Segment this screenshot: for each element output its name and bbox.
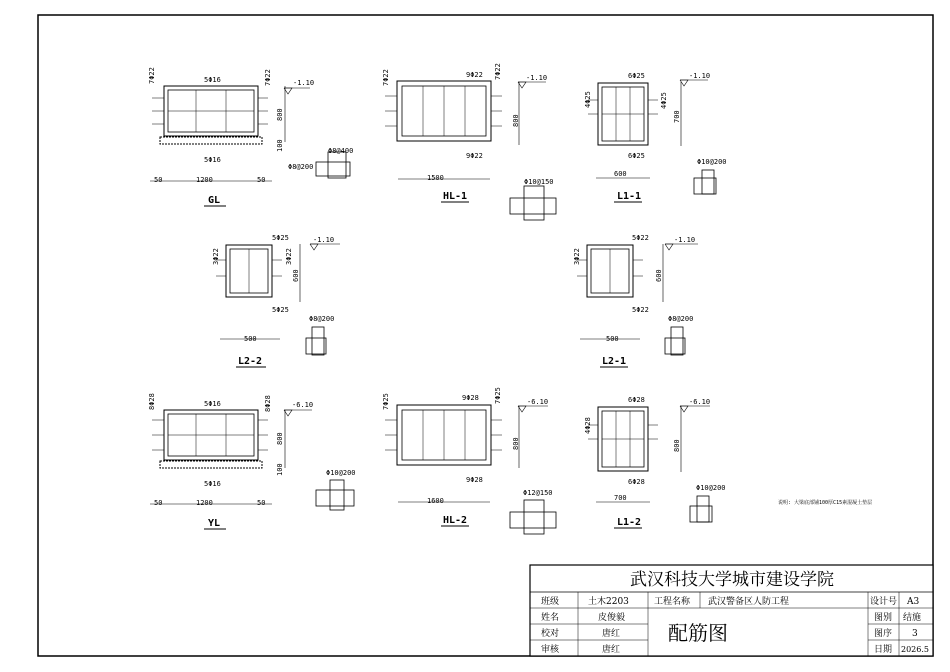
top-bar-label: 9Φ22 bbox=[466, 71, 483, 79]
top-bar-label: 5Φ25 bbox=[272, 234, 289, 242]
height-dim: 800 bbox=[512, 114, 520, 127]
stirrup-detail bbox=[665, 338, 685, 354]
section-caption: YL bbox=[208, 518, 221, 529]
side-bar-label: 3Φ22 bbox=[212, 248, 220, 265]
bottom-bar-label: 5Φ25 bbox=[272, 306, 289, 314]
elevation-label: -1.10 bbox=[526, 74, 548, 82]
name-label: 姓名 bbox=[541, 613, 560, 623]
stirrup-detail bbox=[694, 178, 716, 194]
stirrup-detail bbox=[524, 186, 544, 220]
height-dim: 800 bbox=[512, 437, 520, 450]
section-l1-2 bbox=[584, 396, 726, 528]
height-dim: 800 bbox=[276, 108, 284, 121]
bottom-bar-label: 9Φ28 bbox=[466, 476, 483, 484]
side-bar-label: 7Φ22 bbox=[494, 63, 502, 80]
section-caption: GL bbox=[208, 195, 221, 206]
height-dim: 600 bbox=[655, 269, 663, 282]
bottom-bar-label: 6Φ25 bbox=[628, 152, 645, 160]
review-label: 审核 bbox=[541, 645, 560, 655]
stirrup-detail bbox=[671, 327, 683, 355]
category-value: 结施 bbox=[903, 613, 922, 623]
elevation-label: -1.10 bbox=[313, 236, 335, 244]
stirrup-label: Φ10@200 bbox=[326, 469, 356, 477]
section-hl-2 bbox=[382, 387, 556, 534]
stirrup-detail bbox=[306, 338, 326, 354]
height-dim: 600 bbox=[292, 269, 300, 282]
top-bar-label: 5Φ22 bbox=[632, 234, 649, 242]
width-dim: 700 bbox=[614, 494, 627, 502]
check-value: 唐红 bbox=[602, 629, 621, 639]
side-bar-label: 7Φ22 bbox=[148, 67, 156, 84]
section-l1-1 bbox=[584, 72, 727, 202]
side-bar-label: 8Φ28 bbox=[148, 393, 156, 410]
stirrup-detail bbox=[702, 170, 714, 194]
edge-dim-left: 50 bbox=[154, 499, 163, 507]
review-value: 唐红 bbox=[602, 645, 621, 655]
project-label: 工程名称 bbox=[654, 597, 691, 607]
height-dim: 700 bbox=[673, 110, 681, 123]
design-no-label: 设计号 bbox=[870, 597, 898, 607]
top-bar-label: 5Φ16 bbox=[204, 76, 221, 84]
elev-marker bbox=[310, 244, 318, 250]
side-bar-label: 4Φ28 bbox=[584, 417, 592, 434]
width-dim: 1600 bbox=[427, 497, 444, 505]
side-bar-label: 4Φ25 bbox=[660, 92, 668, 109]
section-caption: HL-1 bbox=[443, 191, 468, 202]
edge-dim-right: 50 bbox=[257, 176, 266, 184]
general-note: 说明: 大梁底部铺100厚C15素混凝土垫层 bbox=[778, 500, 873, 506]
drawing-title: 配筋图 bbox=[668, 621, 728, 645]
side-bar-label: 3Φ22 bbox=[573, 248, 581, 265]
section-caption: L2-2 bbox=[238, 356, 263, 367]
stirrup-detail bbox=[330, 480, 344, 510]
section-l2-2 bbox=[212, 234, 340, 367]
date-label: 日期 bbox=[874, 645, 893, 655]
base-dim: 100 bbox=[276, 139, 284, 152]
elevation-label: -1.10 bbox=[674, 236, 696, 244]
side-bar-label: 4Φ25 bbox=[584, 91, 592, 108]
edge-dim-right: 50 bbox=[257, 499, 266, 507]
stirrup-label: Φ8@400 bbox=[328, 147, 354, 155]
stirrup-detail bbox=[316, 162, 350, 176]
name-value: 皮俊毅 bbox=[598, 613, 626, 623]
elevation-label: -6.10 bbox=[292, 401, 314, 409]
width-dim: 1200 bbox=[196, 176, 213, 184]
top-bar-label: 9Φ28 bbox=[462, 394, 479, 402]
side-bar-label: 7Φ22 bbox=[382, 69, 390, 86]
concrete-pad bbox=[160, 461, 262, 468]
bottom-bar-label: 5Φ16 bbox=[204, 480, 221, 488]
stirrup-detail bbox=[328, 152, 346, 178]
height-dim: 800 bbox=[673, 439, 681, 452]
top-bar-label: 6Φ25 bbox=[628, 72, 645, 80]
elevation-label: -6.10 bbox=[527, 398, 549, 406]
top-bar-label: 5Φ16 bbox=[204, 400, 221, 408]
project-value: 武汉警备区人防工程 bbox=[708, 597, 790, 607]
stirrup-detail bbox=[697, 496, 709, 522]
stirrup-label: Φ10@200 bbox=[696, 484, 726, 492]
stirrup-label: Φ8@200 bbox=[309, 315, 335, 323]
height-dim: 800 bbox=[276, 432, 284, 445]
section-caption: L1-1 bbox=[617, 191, 642, 202]
side-bar-label: 3Φ22 bbox=[285, 248, 293, 265]
seq-label: 图序 bbox=[874, 629, 893, 639]
category-label: 图别 bbox=[874, 613, 893, 623]
side-bar-label: 8Φ28 bbox=[264, 395, 272, 412]
design-no-value: A3 bbox=[907, 597, 920, 607]
stirrup-detail bbox=[316, 490, 354, 506]
elev-marker bbox=[665, 244, 673, 250]
check-label: 校对 bbox=[541, 629, 560, 639]
elevation-label: -1.10 bbox=[689, 72, 711, 80]
width-dim: 500 bbox=[606, 335, 619, 343]
stirrup-detail bbox=[510, 198, 556, 214]
width-dim: 600 bbox=[614, 170, 627, 178]
class-value: 土木2203 bbox=[588, 597, 629, 607]
section-caption: HL-2 bbox=[443, 515, 468, 526]
width-dim: 1200 bbox=[196, 499, 213, 507]
date-value: 2026.5 bbox=[901, 645, 929, 654]
side-bar-label: 7Φ25 bbox=[382, 393, 390, 410]
edge-dim-left: 50 bbox=[154, 176, 163, 184]
width-dim: 1500 bbox=[427, 174, 444, 182]
bottom-bar-label: 5Φ22 bbox=[632, 306, 649, 314]
title-block bbox=[530, 565, 933, 656]
seq-value: 3 bbox=[912, 629, 918, 639]
width-dim: 500 bbox=[244, 335, 257, 343]
stirrup-detail bbox=[312, 327, 324, 355]
stirrup-label: Φ10@150 bbox=[524, 178, 554, 186]
class-label: 班级 bbox=[541, 597, 560, 607]
stirrup-label: Φ8@200 bbox=[668, 315, 694, 323]
stirrup-label: Φ10@200 bbox=[697, 158, 727, 166]
side-bar-label: 7Φ25 bbox=[494, 387, 502, 404]
base-dim: 100 bbox=[276, 463, 284, 476]
section-gl bbox=[148, 67, 353, 206]
side-bar-label: 7Φ22 bbox=[264, 69, 272, 86]
section-caption: L2-1 bbox=[602, 356, 627, 367]
stirrup-label: Φ12@150 bbox=[523, 489, 553, 497]
elevation-label: -6.10 bbox=[689, 398, 711, 406]
stirrup-label: Φ8@200 bbox=[288, 163, 314, 171]
top-bar-label: 6Φ28 bbox=[628, 396, 645, 404]
concrete-pad bbox=[160, 137, 262, 144]
school-name: 武汉科技大学城市建设学院 bbox=[630, 570, 834, 590]
stirrup-detail bbox=[524, 500, 544, 534]
elevation-label: -1.10 bbox=[293, 79, 315, 87]
bottom-bar-label: 6Φ28 bbox=[628, 478, 645, 486]
section-yl bbox=[148, 393, 356, 529]
stirrup-detail bbox=[510, 512, 556, 528]
section-hl-1 bbox=[382, 63, 556, 220]
bottom-bar-label: 9Φ22 bbox=[466, 152, 483, 160]
bottom-bar-label: 5Φ16 bbox=[204, 156, 221, 164]
section-l2-1 bbox=[573, 234, 698, 367]
section-caption: L1-2 bbox=[617, 517, 642, 528]
